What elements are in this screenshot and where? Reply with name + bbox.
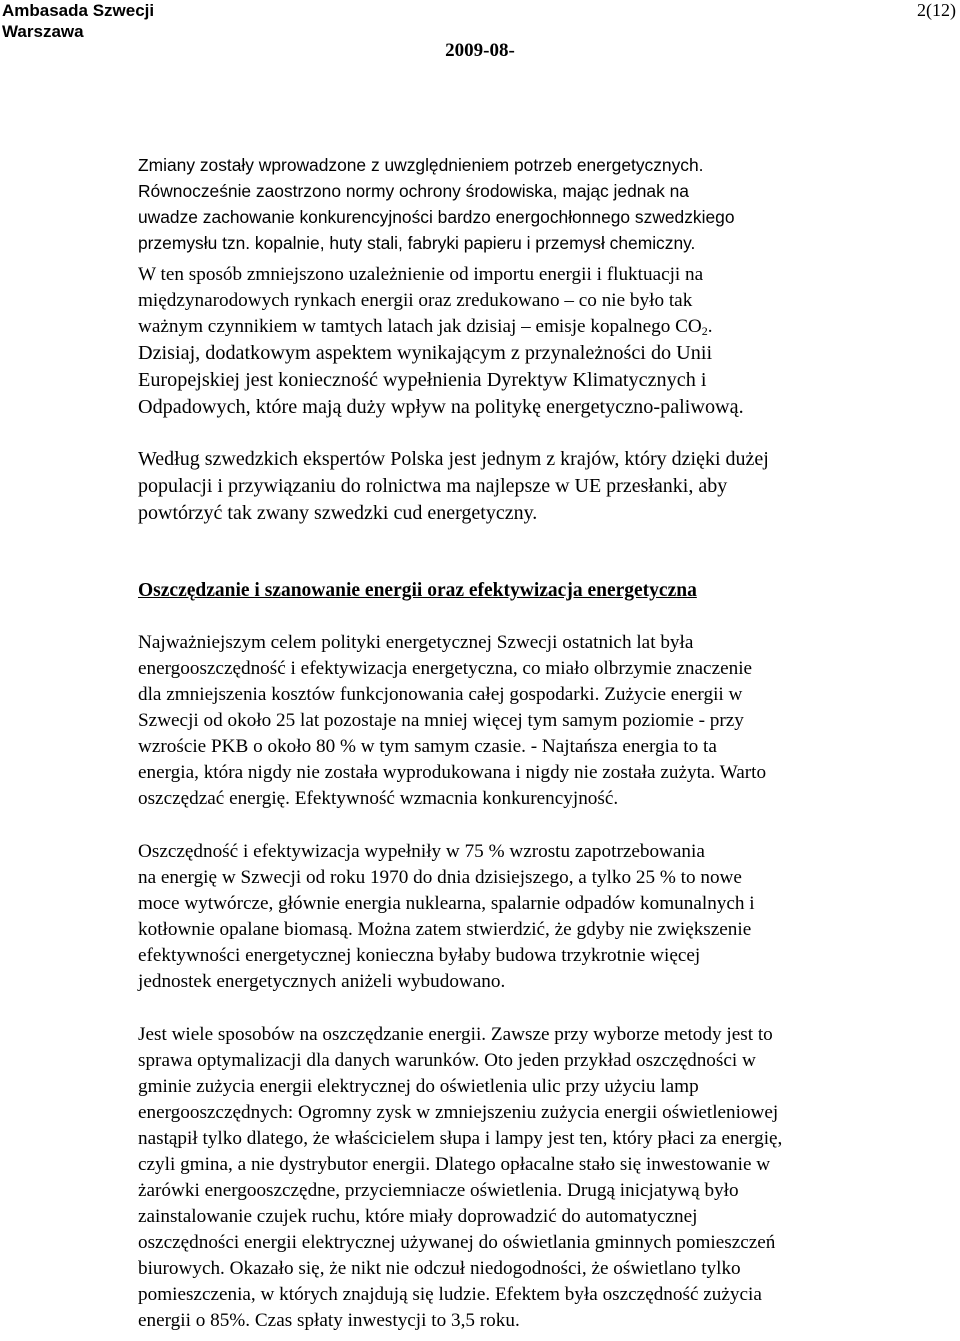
paragraph-line: Jest wiele sposobów na oszczędzanie energii. Zawsze przy wyborze metody jest to [138, 1024, 773, 1045]
paragraph-line: powtórzyć tak zwany szwedzki cud energetyczny. [138, 502, 538, 524]
co2-period: . [707, 316, 713, 337]
paragraph-line: czyli gmina, a nie dystrybutor energii. Dlatego opłacalne stało się inwestowanie w [138, 1154, 771, 1175]
paragraph-line-co2 [138, 316, 713, 338]
paragraph-line: Odpadowych, które mają duży wpływ na politykę energetyczno-paliwową. [138, 396, 744, 418]
paragraph-line: gminie zużycia energii elektrycznej do oświetlenia ulic przy użyciu lamp [138, 1076, 699, 1097]
paragraph-line: wzroście PKB o około 80 % w tym samym czasie. - Najtańsza energia to ta [138, 736, 717, 757]
paragraph-line: Szwecji od około 25 lat pozostaje na mniej więcej tym samym poziomie - przy [138, 710, 744, 731]
paragraph-line: energooszczędność i efektywizacja energetyczna, co miało olbrzymie znaczenie [138, 658, 753, 679]
paragraph-line: na energię w Szwecji od roku 1970 do dnia dzisiejszego, a tylko 25 % to nowe [138, 867, 742, 888]
paragraph-line: oszczędności energii elektrycznej używanej do oświetlania gminnych pomieszczeń [138, 1232, 776, 1253]
paragraph-line: sprawa optymalizacji dla danych warunków. Oto jeden przykład oszczędności w [138, 1050, 756, 1071]
paragraph-line: zainstalowanie czujek ruchu, które miały doprowadzić do automatycznej [138, 1206, 698, 1227]
co2-text: ważnym czynnikiem w tamtych latach jak dzisiaj – emisje kopalnego CO [138, 316, 702, 337]
section-heading: Oszczędzanie i szanowanie energii oraz efektywizacja energetyczna [138, 580, 697, 601]
header-left [2, 0, 154, 42]
paragraph-line: Dzisiaj, dodatkowym aspektem wynikającym z przynależności do Unii [138, 342, 713, 364]
paragraph-line: energii o 85%. Czas spłaty inwestycji to 3,5 roku. [138, 1310, 520, 1331]
paragraph-line: populacji i przywiązaniu do rolnictwa ma najlepsze w UE przesłanki, aby [138, 475, 728, 497]
header-date: 2009-08- [445, 40, 515, 61]
paragraph-line: moce wytwórcze, głównie energia nuklearna, spalarnie odpadów komunalnych i [138, 893, 755, 914]
paragraph-line: efektywności energetycznej konieczna byłaby budowa trzykrotnie więcej [138, 945, 701, 966]
paragraph-line: przemysłu tzn. kopalnie, huty stali, fabryki papieru i przemysł chemiczny. [138, 233, 696, 253]
paragraph-line: Najważniejszym celem polityki energetycznej Szwecji ostatnich lat była [138, 632, 694, 653]
paragraph-line: energooszczędnych: Ogromny zysk w zmniejszeniu zużycia energii oświetleniowej [138, 1102, 779, 1123]
paragraph-line: nastąpił tylko dlatego, że właścicielem słupa i lampy jest ten, który płaci za energię, [138, 1128, 783, 1149]
paragraph-line: W ten sposób zmniejszono uzależnienie od importu energii i fluktuacji na [138, 264, 704, 285]
paragraph-line: Europejskiej jest konieczność wypełnienia Dyrektyw Klimatycznych i [138, 369, 707, 391]
header-org: Ambasada Szwecji [2, 1, 155, 20]
paragraph-line: Równocześnie zaostrzono normy ochrony środowiska, mając jednak na [138, 181, 689, 201]
paragraph-line: biurowych. Okazało się, że nikt nie odczuł niedogodności, że oświetlano tylko [138, 1258, 741, 1279]
paragraph-line: Według szwedzkich ekspertów Polska jest jednym z krajów, który dzięki dużej [138, 448, 769, 470]
header-city: Warszawa [2, 22, 84, 41]
co2-subscript: 2 [701, 324, 708, 338]
paragraph-line: żarówki energooszczędne, przyciemniacze oświetlenia. Drugą inicjatywą było [138, 1180, 739, 1201]
paragraph-line: pomieszczenia, w których znajdują się ludzie. Efektem była oszczędność zużycia [138, 1284, 762, 1305]
paragraph-line: dla zmniejszenia kosztów funkcjonowania całej gospodarki. Zużycie energii w [138, 684, 743, 705]
paragraph-line: jednostek energetycznych aniżeli wybudowano. [138, 971, 506, 992]
paragraph-line: międzynarodowych rynkach energii oraz zredukowano – co nie było tak [138, 290, 693, 311]
paragraph-line: uwadze zachowanie konkurencyjności bardzo energochłonnego szwedzkiego [138, 207, 735, 227]
paragraph-line: oszczędzać energię. Efektywność wzmacnia konkurencyjność. [138, 788, 619, 809]
paragraph-line: Zmiany zostały wprowadzone z uwzględnieniem potrzeb energetycznych. [138, 155, 704, 175]
page-number: 2(12) [917, 0, 956, 20]
paragraph-line: kotłownie opalane biomasą. Można zatem stwierdzić, że gdyby nie zwiększenie [138, 919, 752, 940]
paragraph-line: Oszczędność i efektywizacja wypełniły w 75 % wzrostu zapotrzebowania [138, 841, 705, 862]
paragraph-line: energia, która nigdy nie została wyprodukowana i nigdy nie została zużyta. Warto [138, 762, 767, 783]
